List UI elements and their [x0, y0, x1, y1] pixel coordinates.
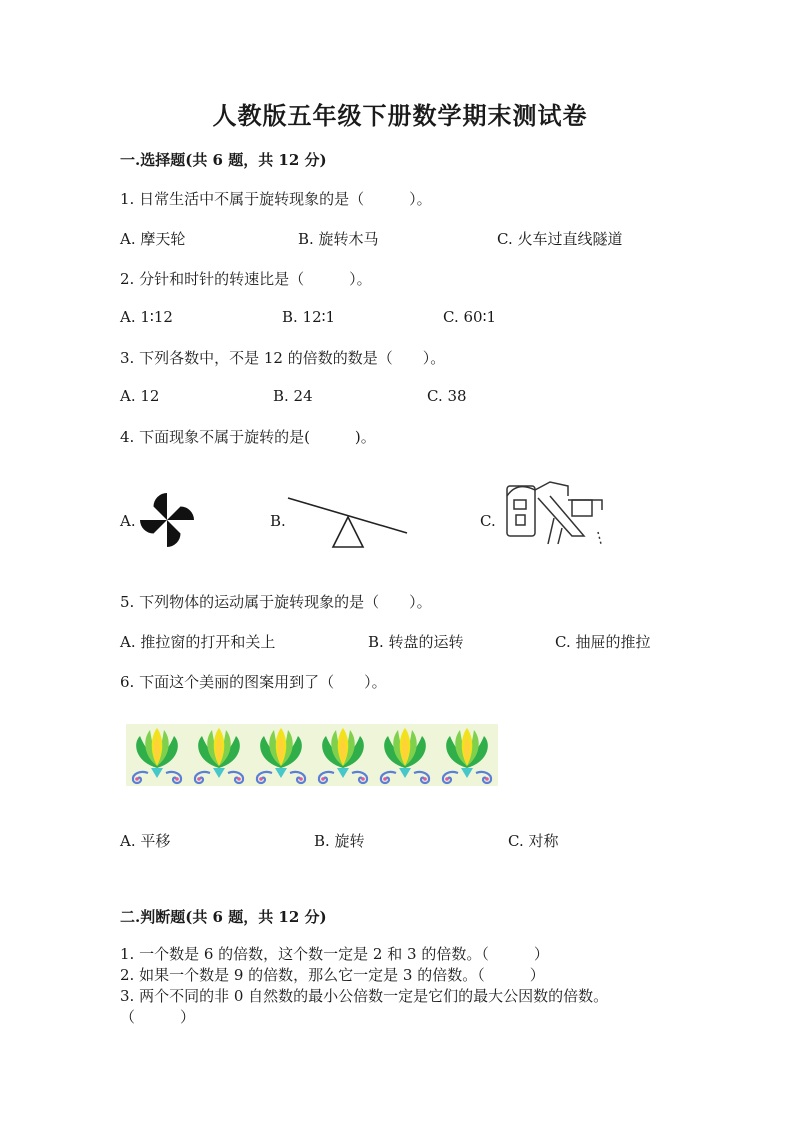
q2-option-c[interactable]: C. 60∶1: [443, 308, 497, 326]
q4-option-a[interactable]: A.: [120, 512, 136, 530]
question-1: 1. 日常生活中不属于旋转现象的是（ ）。: [120, 190, 432, 208]
section-1-heading: 一.选择题(共 6 题，共 12 分): [120, 151, 327, 169]
q5-option-a[interactable]: A. 推拉窗的打开和关上: [120, 633, 276, 651]
q4-option-c[interactable]: C.: [480, 512, 496, 530]
q5-option-b[interactable]: B. 转盘的运转: [368, 633, 464, 651]
judge-item-3: 3. 两个不同的非 0 自然数的最小公倍数一定是它们的最大公因数的倍数。: [120, 987, 609, 1005]
q3-option-b[interactable]: B. 24: [273, 387, 313, 405]
q5-option-c[interactable]: C. 抽屉的推拉: [555, 633, 651, 651]
q2-option-b[interactable]: B. 12∶1: [282, 308, 336, 326]
q3-option-a[interactable]: A. 12: [120, 387, 160, 405]
q6-option-a[interactable]: A. 平移: [120, 832, 171, 850]
judge-item-2: 2. 如果一个数是 9 的倍数，那么它一定是 3 的倍数。（ ）: [120, 966, 545, 984]
q6-option-b[interactable]: B. 旋转: [314, 832, 365, 850]
question-3: 3. 下列各数中，不是 12 的倍数的数是（ ）。: [120, 349, 446, 367]
question-5: 5. 下列物体的运动属于旋转现象的是（ ）。: [120, 593, 432, 611]
q1-option-b[interactable]: B. 旋转木马: [298, 230, 379, 248]
q4-option-b[interactable]: B.: [270, 512, 286, 530]
section-2-heading: 二.判断题(共 6 题，共 12 分): [120, 908, 327, 926]
page-title: 人教版五年级下册数学期末测试卷: [212, 101, 588, 130]
q1-option-c[interactable]: C. 火车过直线隧道: [497, 230, 623, 248]
pinwheel-figure: [137, 490, 197, 550]
question-2: 2. 分针和时针的转速比是（ ）。: [120, 270, 372, 288]
q3-option-c[interactable]: C. 38: [427, 387, 467, 405]
q2-option-a[interactable]: A. 1∶12: [120, 308, 173, 326]
question-6: 6. 下面这个美丽的图案用到了（ ）。: [120, 673, 387, 691]
question-4: 4. 下面现象不属于旋转的是( )。: [120, 428, 376, 446]
q6-option-c[interactable]: C. 对称: [508, 832, 559, 850]
slide-figure: [502, 478, 607, 550]
q1-option-a[interactable]: A. 摩天轮: [120, 230, 186, 248]
seesaw-figure: [285, 495, 410, 550]
judge-item-3-bracket: （ ）: [120, 1008, 196, 1026]
repeated-flower-border: [126, 724, 498, 786]
judge-item-1: 1. 一个数是 6 的倍数，这个数一定是 2 和 3 的倍数。（ ）: [120, 945, 549, 963]
